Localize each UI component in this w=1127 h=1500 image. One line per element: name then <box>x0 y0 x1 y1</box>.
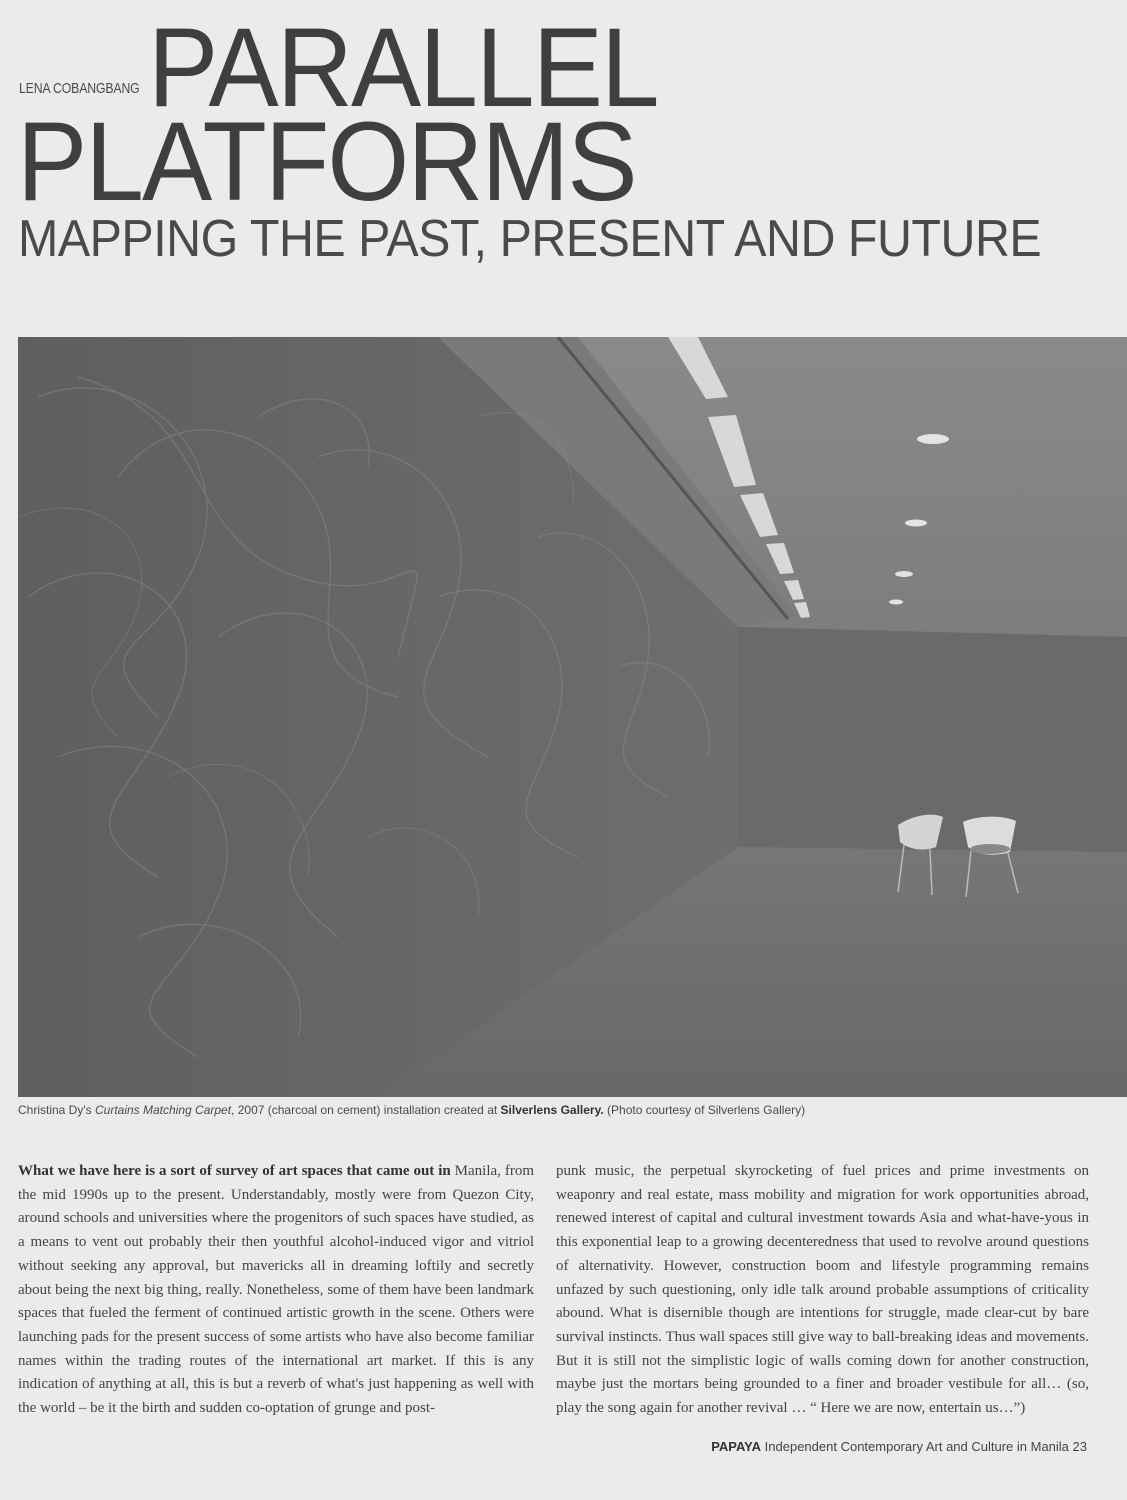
article-subtitle: MAPPING THE PAST, PRESENT AND FUTURE <box>18 210 1042 268</box>
page-footer <box>711 1439 1087 1454</box>
caption-work-title: Curtains Matching Carpet <box>94 1103 232 1117</box>
caption-venue: Silverlens Gallery. <box>500 1103 604 1117</box>
author-byline: LENA COBANGBANG <box>19 80 140 97</box>
gallery-installation-photo <box>18 337 1127 1097</box>
body-text-left: Manila, from the mid 1990s up to the present. Understandably, mostly were from Quezon City, around schools and universities where the progenitors of such spaces have studied, as a means to vent out probably their then youthful alcohol-induced vigor and vitriol without seeking any approval, but mavericks all in dreaming loftily and secretly about being the next big thing, really. Nonetheless, some of them have been landmark spaces that fueled the ferment of continued artistic growth in the scene. Others were launching pads for the present success of some artists who have also become familiar names within the trading routes of the international art market. If this is any indication of anything at all, this is but a reverb of what's just happening as well with the world – be it the birth and sudden co-optation of grunge and post- <box>18 1163 535 1417</box>
caption-credit: (Photo courtesy of Silverlens Gallery) <box>603 1103 806 1117</box>
body-column-left <box>18 1160 534 1421</box>
photo-caption <box>18 1103 805 1117</box>
lead-sentence: What we have here is a sort of survey of art spaces that came out in <box>18 1163 451 1179</box>
body-column-right <box>556 1160 1089 1421</box>
magazine-tagline: Independent Contemporary Art and Culture in Manila <box>761 1439 1073 1454</box>
title-line-2: PLATFORMS <box>17 99 636 224</box>
magazine-name: PAPAYA <box>711 1439 762 1454</box>
caption-artist: Christina Dy's <box>18 1103 95 1117</box>
title-line-1: PARALLEL <box>148 5 658 130</box>
photo-illustration <box>18 337 1127 1097</box>
page-number: 23 <box>1072 1439 1087 1454</box>
body-text-right: punk music, the perpetual skyrocketing of fuel prices and prime investments on weaponry and real estate, mass mobility and migration for work opportunities abroad, renewed interest of capital and cultural investment towards Asia and what-have-yous in this exponential leap to a growing decenteredness that used to revolve around questions of alternativity. However, construction boom and lifestyle programming remains unfazed by such questioning, only idle talk around probable assumptions of criticality abound. What is disernible though are intentions for struggle, made clear-cut by bare survival instincts. Thus wall spaces still give way to ball-breaking ideas and movements. But it is still not the simplistic logic of walls coming down for another construction, maybe just the mortars being grounded to a finer and broader vestibule for all… (so, play the song again for another revival … “ Here we are now, entertain us…”) <box>556 1163 1089 1417</box>
caption-details: , 2007 (charcoal on cement) installation created at <box>231 1103 501 1117</box>
